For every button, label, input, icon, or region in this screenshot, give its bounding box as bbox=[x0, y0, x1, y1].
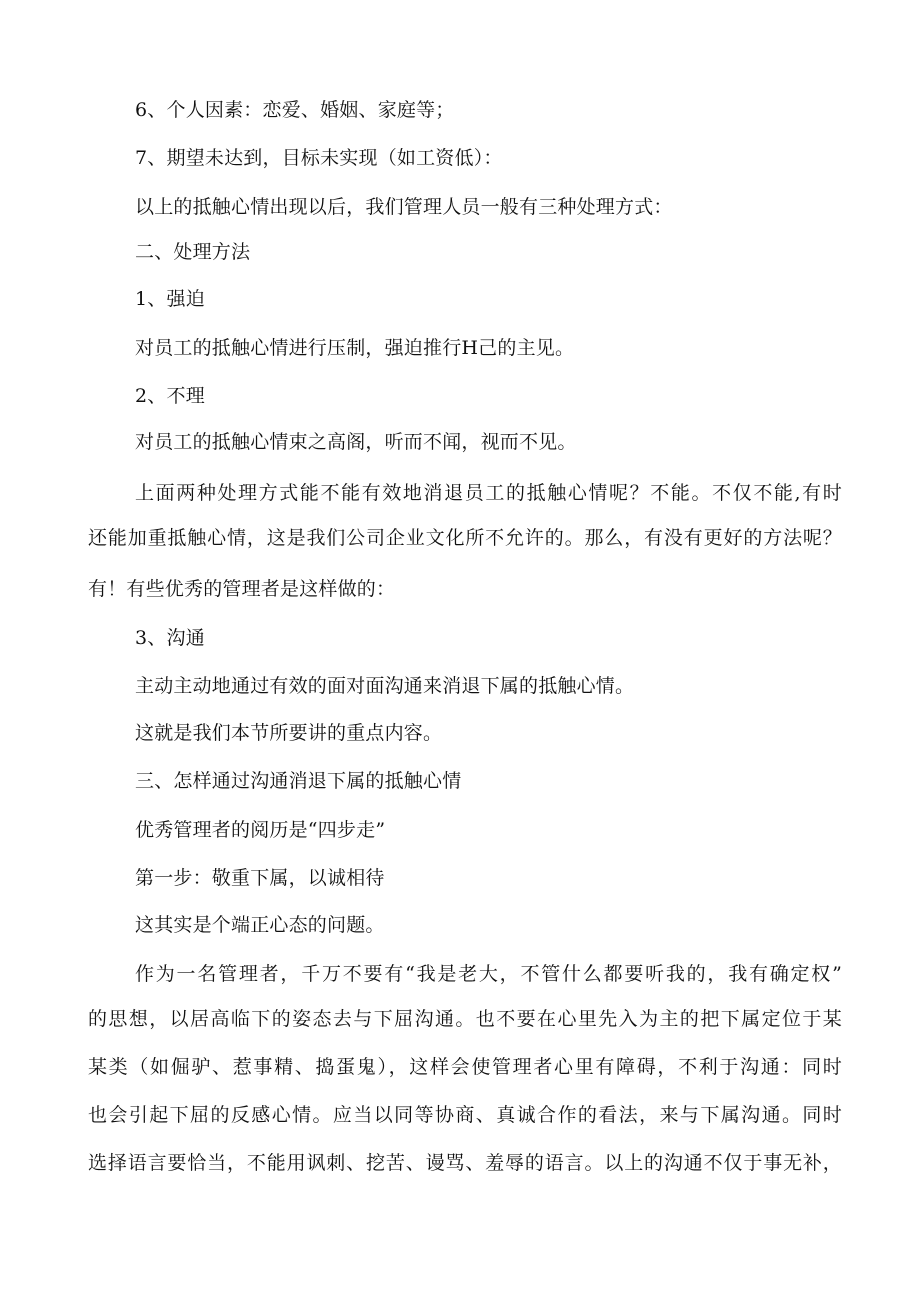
item-heading-ignore: 2、不理 bbox=[135, 385, 205, 407]
item-heading-force: 1、强迫 bbox=[135, 288, 205, 310]
text-line-1: 6、个人因素：恋爱、婚姻、家庭等； bbox=[135, 99, 455, 121]
text-line-10: 还能加重抵触心情，这是我们公司企业文化所不允许的。那么，有没有更好的方法呢？ bbox=[88, 527, 842, 549]
text-line-13: 主动主动地通过有效的面对面沟通来消退下属的抵触心情。 bbox=[135, 675, 635, 697]
text-line-21: 某类（如倔驴、惹事精、捣蛋鬼），这样会使管理者心里有障碍，不利于沟通：同时 bbox=[88, 1056, 842, 1078]
item-heading-communicate: 3、沟通 bbox=[135, 627, 205, 649]
step-heading-1: 第一步：敬重下属，以诚相待 bbox=[135, 867, 385, 889]
text-line-9: 上面两种处理方式能不能有效地消退员工的抵触心情呢？不能。不仅不能,有时 bbox=[135, 482, 842, 504]
text-line-2: 7、期望未达到，目标未实现（如工资低）： bbox=[135, 147, 503, 169]
text-line-20: 的思想，以居高临下的姿态去与下屈沟通。也不要在心里先入为主的把下属定位于某 bbox=[88, 1008, 842, 1030]
text-line-22: 也会引起下屈的反感心情。应当以同等协商、真诚合作的看法，来与下属沟通。同时 bbox=[88, 1104, 842, 1126]
text-line-6: 对员工的抵触心情进行压制，强迫推行H己的主见。 bbox=[135, 337, 575, 359]
text-line-16: 优秀管理者的阅历是“四步走” bbox=[135, 819, 386, 841]
text-line-23: 选择语言要恰当，不能用讽刺、挖苦、谩骂、羞辱的语言。以上的沟通不仅于事无补， bbox=[88, 1152, 842, 1174]
section-heading-processing-methods: 二、处理方法 bbox=[135, 241, 251, 263]
text-line-8: 对员工的抵触心情束之高阁，听而不闻，视而不见。 bbox=[135, 431, 577, 453]
text-line-3: 以上的抵触心情出现以后，我们管理人员一般有三种处理方式： bbox=[135, 196, 673, 218]
text-line-19: 作为一名管理者，千万不要有“我是老大，不管什么都要听我的，我有确定权” bbox=[135, 963, 842, 985]
text-line-11: 有！有些优秀的管理者是这样做的： bbox=[88, 578, 396, 600]
text-line-18: 这其实是个端正心态的问题。 bbox=[135, 914, 385, 936]
text-line-14: 这就是我们本节所要讲的重点内容。 bbox=[135, 722, 443, 744]
section-heading-how-to-communicate: 三、怎样通过沟通消退下属的抵触心情 bbox=[135, 770, 462, 792]
